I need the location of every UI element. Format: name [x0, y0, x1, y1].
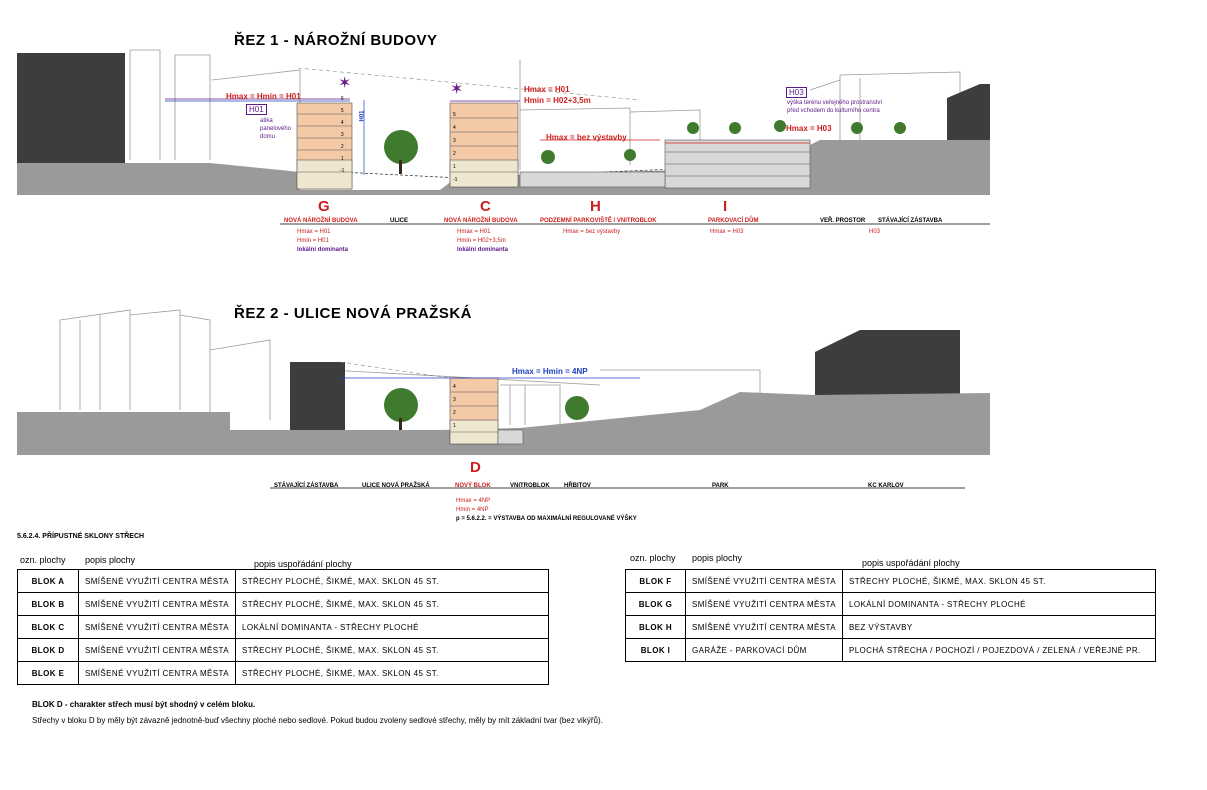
zone-label-ver: VEŘ. PROSTOR	[820, 218, 866, 224]
table-cell-ozn: BLOK C	[18, 616, 79, 639]
zone-note-stavajici: H03	[869, 229, 881, 235]
table-row	[18, 662, 549, 685]
height-label-d: Hmax = Hmin = 4NP	[512, 367, 588, 376]
col-header-popis-left: popis plochy	[85, 555, 136, 565]
table-cell-usp: STŘECHY PLOCHÉ, ŠIKMÉ, MAX. SKLON 45 ST.	[235, 570, 548, 593]
table-row	[18, 639, 549, 662]
table-row	[626, 570, 1156, 593]
col-header-usp-left: popis uspořádání plochy	[254, 559, 352, 569]
zone-label-park: PARK	[712, 483, 729, 489]
table-cell-usp: PLOCHÁ STŘECHA / POCHOZÍ / POJEZDOVÁ / ZELENÁ / VEŘEJNÉ PR.	[842, 639, 1155, 662]
col-header-usp-right: popis uspořádání plochy	[862, 558, 960, 568]
section1-title: ŘEZ 1 - NÁROŽNÍ BUDOVY	[234, 32, 438, 49]
table-cell-ozn: BLOK D	[18, 639, 79, 662]
zone-letter-c: C	[480, 198, 491, 215]
zone-label-hrbitov: HŘBITOV	[564, 483, 591, 489]
table-row	[626, 639, 1156, 662]
roof-table-left	[17, 569, 549, 685]
height-label-c1: Hmax = H01	[524, 85, 570, 94]
table-cell-ozn: BLOK E	[18, 662, 79, 685]
col-header-ozn-right: ozn. plochy	[630, 553, 676, 563]
zone-label-vnitroblok: VNITROBLOK	[510, 483, 550, 489]
table-cell-popis: SMÍŠENÉ VYUŽITÍ CENTRA MĚSTA	[79, 639, 236, 662]
zone-label-stavajici: STÁVAJÍCÍ ZÁSTAVBA	[878, 218, 943, 224]
zone-letter-i: I	[723, 198, 728, 215]
zone-label-kc-karlov: KC KARLOV	[868, 483, 904, 489]
table-cell-popis: SMÍŠENÉ VYUŽITÍ CENTRA MĚSTA	[79, 662, 236, 685]
zone-label-h: PODZEMNÍ PARKOVIŠTĚ / VNITROBLOK	[540, 218, 657, 224]
table-cell-ozn: BLOK B	[18, 593, 79, 616]
table-cell-usp: BEZ VÝSTAVBY	[842, 616, 1155, 639]
zone-label-ulice: ULICE	[390, 218, 408, 224]
building-c	[450, 103, 518, 187]
table-cell-popis: SMÍŠENÉ VYUŽITÍ CENTRA MĚSTA	[79, 570, 236, 593]
zone-label-ulice-np: ULICE NOVÁ PRAŽSKÁ	[362, 483, 430, 489]
table-cell-popis: SMÍŠENÉ VYUŽITÍ CENTRA MĚSTA	[686, 593, 843, 616]
ground-section2	[17, 392, 990, 455]
star-icon: ✶	[450, 81, 464, 98]
height-label-g: Hmax = Hmin = H01	[226, 92, 301, 101]
table-cell-popis: SMÍŠENÉ VYUŽITÍ CENTRA MĚSTA	[686, 616, 843, 639]
zone-note-i: Hmax = H03	[710, 229, 744, 235]
floors-c: 5 4 3 2 1 -1	[453, 112, 458, 183]
zone-label-stavajici-2: STÁVAJÍCÍ ZÁSTAVBA	[274, 483, 339, 489]
table-cell-popis: GARÁŽE - PARKOVACÍ DŮM	[686, 639, 843, 662]
h03-tag: H03	[786, 87, 807, 98]
table-cell-usp: LOKÁLNÍ DOMINANTA - STŘECHY PLOCHÉ	[235, 616, 548, 639]
h01-tag: H01	[246, 104, 267, 115]
table-row	[18, 570, 549, 593]
table-cell-usp: LOKÁLNÍ DOMINANTA - STŘECHY PLOCHÉ	[842, 593, 1155, 616]
col-header-ozn-left: ozn. plochy	[20, 555, 66, 565]
table-row	[626, 593, 1156, 616]
star-icon: ✶	[338, 75, 352, 92]
zone-note-c: Hmax = H01 Hmin = H02+3,5m lokální dominanta	[457, 229, 509, 253]
zone-label-g: NOVÁ NÁROŽNÍ BUDOVA	[284, 218, 358, 224]
table-cell-usp: STŘECHY PLOCHÉ, ŠIKMÉ, MAX. SKLON 45 ST.	[235, 662, 548, 685]
height-label-i: Hmax = H03	[786, 124, 832, 133]
table-cell-ozn: BLOK G	[626, 593, 686, 616]
note-blok-d-text: Střechy v bloku D by měly být závazně jednotně-buď všechny ploché nebo sedlové. Pokud budou zvoleny sedlové střechy, měly by mít základní tvar (bez vikýřů).	[32, 716, 603, 725]
zone-letter-h: H	[590, 198, 601, 215]
table-row	[18, 593, 549, 616]
table-cell-popis: SMÍŠENÉ VYUŽITÍ CENTRA MĚSTA	[686, 570, 843, 593]
col-header-popis-right: popis plochy	[692, 553, 743, 563]
roof-table-right	[625, 569, 1156, 662]
zone-note-h: Hmax = bez výstavby	[563, 229, 621, 235]
zone-letter-d: D	[470, 459, 481, 476]
underground-parking-h	[520, 172, 665, 187]
table-cell-ozn: BLOK A	[18, 570, 79, 593]
roofs-heading: 5.6.2.4. PŘÍPUSTNÉ SKLONY STŘECH	[17, 533, 145, 540]
table-cell-usp: STŘECHY PLOCHÉ, ŠIKMÉ, MAX. SKLON 45 ST.	[235, 639, 548, 662]
zone-note-g: Hmax = H01 Hmin = H01 lokální dominanta	[297, 229, 349, 253]
table-cell-popis: SMÍŠENÉ VYUŽITÍ CENTRA MĚSTA	[79, 616, 236, 639]
height-label-h: Hmax = bez výstavby	[546, 133, 627, 142]
zone-label-d: NOVÝ BLOK	[455, 483, 491, 489]
h01-note: atika panelového domu	[260, 118, 292, 140]
note-blok-d-bold: BLOK D - charakter střech musí být shodný v celém bloku.	[32, 700, 256, 709]
building-d	[450, 378, 498, 444]
table-row	[626, 616, 1156, 639]
table-cell-ozn: BLOK I	[626, 639, 686, 662]
table-cell-ozn: BLOK H	[626, 616, 686, 639]
dimension-h01: H01	[359, 110, 366, 122]
h03-note: výška terénu veřejného prostranství před vchodem do kulturního centra	[787, 100, 883, 114]
table-row	[18, 616, 549, 639]
dark-building-left	[17, 53, 125, 163]
dark-building-right	[947, 84, 990, 140]
height-label-c2: Hmin = H02+3,5m	[524, 96, 591, 105]
dark-building-left-2	[290, 362, 345, 432]
section1-drawing	[0, 0, 1207, 240]
table-cell-usp: STŘECHY PLOCHÉ, ŠIKMÉ, MAX. SKLON 45 ST.	[842, 570, 1155, 593]
table-cell-ozn: BLOK F	[626, 570, 686, 593]
floors-d: 4 3 2 1	[453, 384, 456, 429]
zone-label-i: PARKOVACÍ DŮM	[708, 218, 759, 224]
zone-letter-g: G	[318, 198, 330, 215]
dark-building-right-2	[815, 330, 960, 400]
floors-g: 6 5 4 3 2 1 -1	[340, 96, 345, 174]
section2-drawing	[0, 290, 1207, 500]
parking-house-i	[665, 140, 810, 188]
zone-note-d: Hmax = 4NP Hmin = 4NP p = 5.6.2.2. = VÝSTAVBA OD MAXIMÁLNÍ REGULOVANÉ VÝŠKY	[456, 498, 637, 522]
table-cell-usp: STŘECHY PLOCHÉ, ŠIKMÉ, MAX. SKLON 45 ST.	[235, 593, 548, 616]
zone-label-c: NOVÁ NÁROŽNÍ BUDOVA	[444, 218, 518, 224]
section2-title: ŘEZ 2 - ULICE NOVÁ PRAŽSKÁ	[234, 305, 473, 322]
table-cell-popis: SMÍŠENÉ VYUŽITÍ CENTRA MĚSTA	[79, 593, 236, 616]
